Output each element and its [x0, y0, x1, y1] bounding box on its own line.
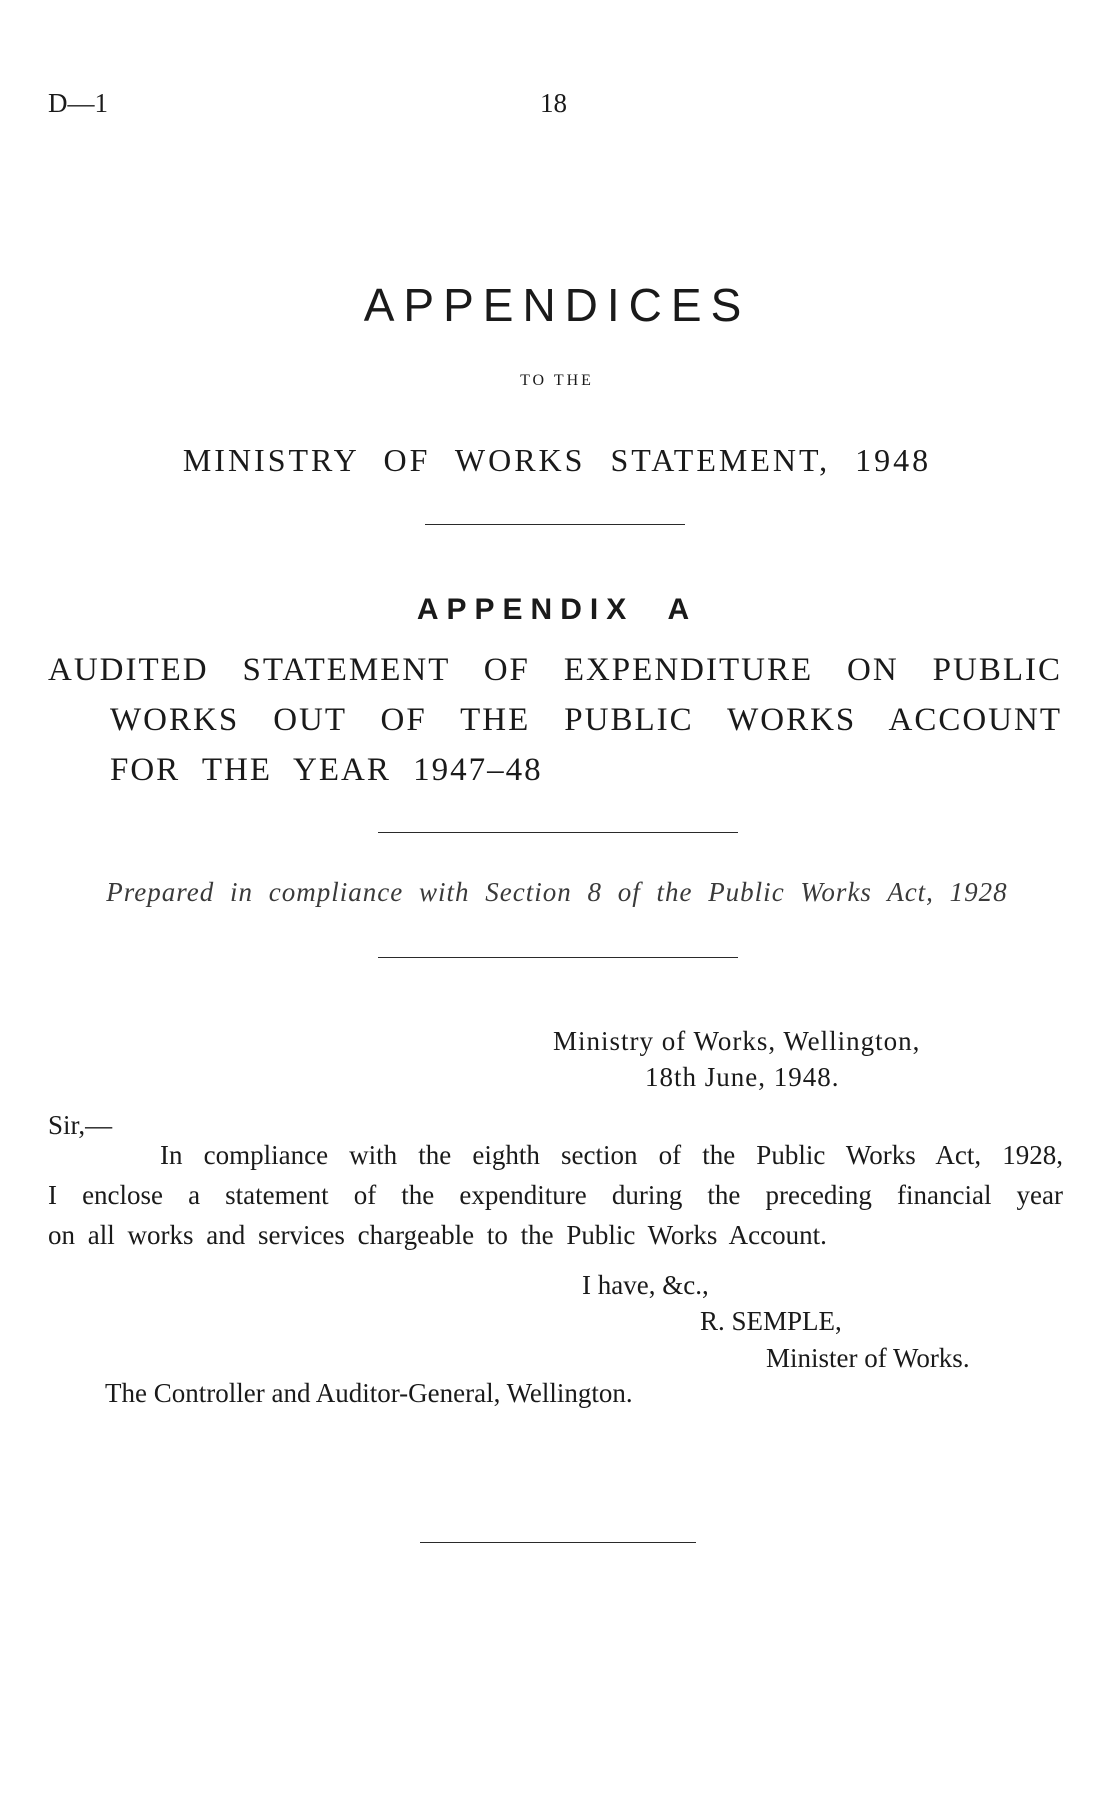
letter-date: 18th June, 1948.: [645, 1062, 840, 1092]
to-the-label: TO THE: [520, 372, 594, 389]
appendices-title: APPENDICES: [363, 279, 751, 331]
letter-address: Ministry of Works, Wellington,: [553, 1026, 921, 1056]
statement-title: MINISTRY OF WORKS STATEMENT, 1948: [182, 442, 932, 478]
letter-signatory-title: Minister of Works.: [766, 1343, 970, 1373]
letter-body-line: In compliance with the eighth section of the Public Works Act, 1928,: [160, 1140, 1063, 1170]
appendix-subtitle-line: WORKS OUT OF THE PUBLIC WORKS ACCOUNT: [110, 702, 1062, 738]
divider-rule: [420, 1542, 696, 1543]
divider-rule: [425, 524, 685, 525]
appendix-heading: APPENDIX A: [416, 593, 698, 626]
letter-body-line: I enclose a statement of the expenditure during the preceding financial year: [48, 1180, 1063, 1210]
letter-signatory: R. SEMPLE,: [700, 1306, 842, 1336]
divider-rule: [378, 957, 738, 958]
appendix-subtitle-line: FOR THE YEAR 1947–48: [110, 752, 543, 788]
page-number: 18: [540, 88, 567, 118]
letter-body-line: on all works and services chargeable to the Public Works Account.: [48, 1220, 827, 1250]
letter-closing: I have, &c.,: [582, 1270, 709, 1300]
appendix-subtitle-line: AUDITED STATEMENT OF EXPENDITURE ON PUBLIC: [48, 652, 1062, 688]
prepared-note: Prepared in compliance with Section 8 of the Public Works Act, 1928: [106, 877, 1008, 907]
divider-rule: [378, 832, 738, 833]
letter-salutation: Sir,—: [48, 1110, 113, 1140]
letter-addressee: The Controller and Auditor-General, Wellington.: [105, 1378, 633, 1408]
page-id: D—1: [48, 88, 108, 118]
